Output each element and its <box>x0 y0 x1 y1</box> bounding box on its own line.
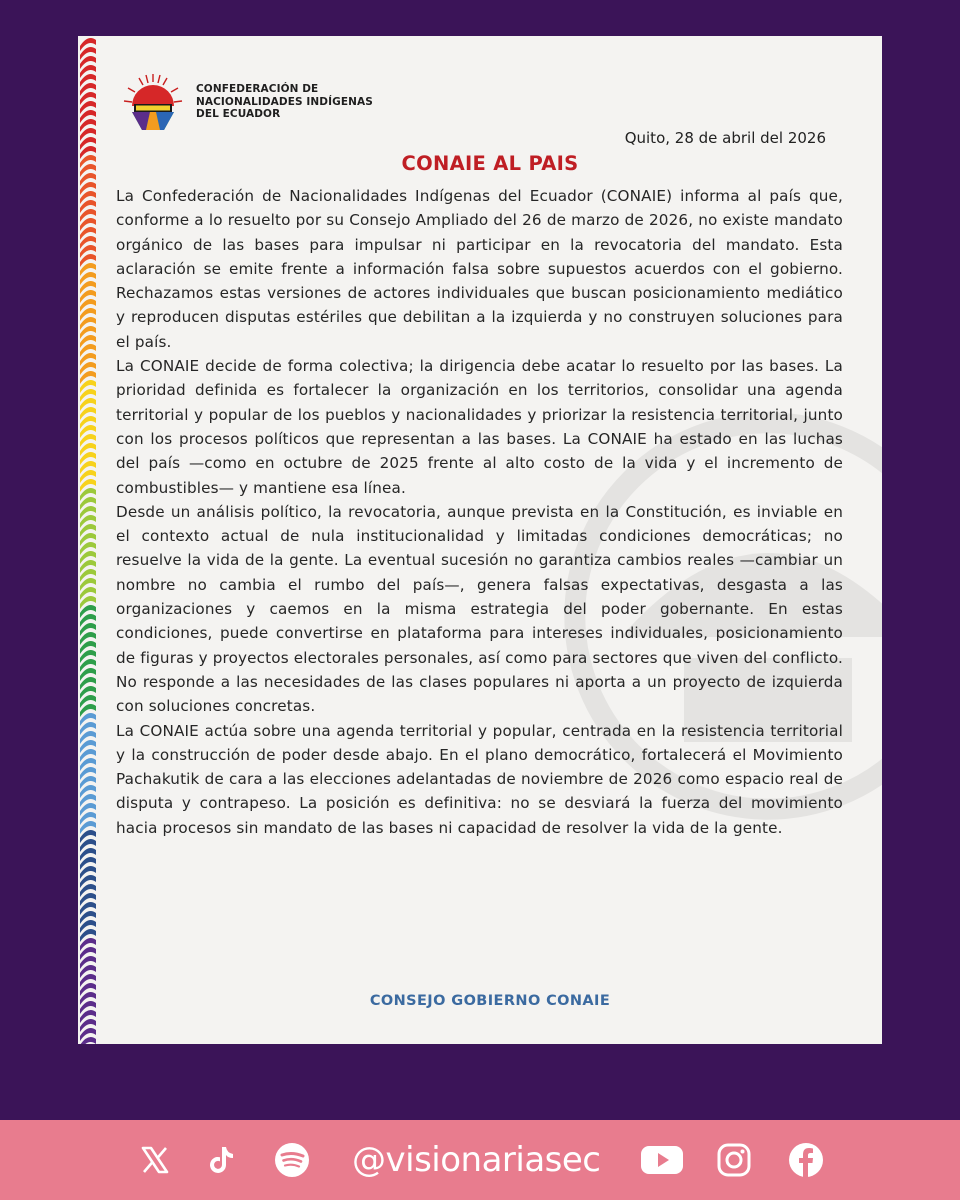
org-name-line-1: CONFEDERACIÓN DE <box>196 83 319 95</box>
instagram-icon[interactable] <box>714 1140 754 1180</box>
facebook-icon[interactable] <box>786 1140 826 1180</box>
org-name-line-3: DEL ECUADOR <box>196 108 281 120</box>
document-body <box>116 184 843 840</box>
paragraph-3: Desde un análisis político, la revocatoria, aunque prevista en la Constitución, es inviable en el contexto actual de nula institucionalidad y limitadas condiciones democráticas; no resuelve la vida de la gente. La eventual sucesión no garantiza cambios reales —cambiar un nombre no cambia el rumbo del país—, genera falsas expectativas, desgasta a las organizaciones y caemos en la misma estrategia del poder gobernante. En estas condiciones, puede convertirse en plataforma para intereses individuales, posicionamiento de figuras y proyectos electorales personales, así como para sectores que viven del conflicto. No responde a las necesidades de las clases populares ni aporta a un proyecto de izquierda con soluciones concretas. <box>116 502 843 716</box>
rainbow-stitch <box>80 1037 96 1044</box>
social-footer <box>0 1120 960 1200</box>
org-name-line-2: NACIONALIDADES INDÍGENAS <box>196 95 373 108</box>
tiktok-icon[interactable] <box>202 1140 242 1180</box>
social-handle[interactable]: @visionariasec <box>352 1140 601 1180</box>
paragraph-2: La CONAIE decide de forma colectiva; la dirigencia debe acatar lo resuelto por las bases. La prioridad definida es fortalecer la organización en los territorios, consolidar una agenda territorial y popular de los pueblos y nacionalidades y priorizar la resistencia territorial, junto con los procesos políticos que representan a las bases. La CONAIE ha estado en las luchas del país —como en octubre de 2025 frente al alto costo de la vida y el incremento de combustibles— y mantiene esa línea. <box>116 357 843 497</box>
document-page <box>78 36 882 1044</box>
paragraph-1: La Confederación de Nacionalidades Indígenas del Ecuador (CONAIE) informa al país que, conforme a lo resuelto por su Consejo Ampliado del 26 de marzo de 2026, no existe mandato orgánico de las bases para impulsar ni participar en la revocatoria del mandato. Esta aclaración se emite frente a información falsa sobre supuestos acuerdos con el gobierno. Rechazamos estas versiones de actores individuales que buscan posicionamiento mediático y reproducen disputas estériles que debilitan a la izquierda y no construyen soluciones para el país. <box>116 187 843 351</box>
document-date: Quito, 28 de abril del 2026 <box>624 129 826 147</box>
conaie-logo-icon <box>120 70 186 136</box>
youtube-icon[interactable] <box>640 1140 684 1180</box>
signature: CONSEJO GOBIERNO CONAIE <box>369 993 611 1009</box>
organization-name <box>196 83 373 121</box>
document-title: CONAIE AL PAIS <box>401 152 579 175</box>
rainbow-border <box>78 36 98 1044</box>
x-icon[interactable] <box>135 1140 175 1180</box>
paragraph-4: La CONAIE actúa sobre una agenda territorial y popular, centrada en la resistencia territorial y la construcción de poder desde abajo. En el plano democrático, fortalecerá el Movimiento Pachakutik de cara a las elecciones adelantadas de noviembre de 2026 como espacio real de disputa y contrapeso. La posición es definitiva: no se desviará la fuerza del movimiento hacia procesos sin mandato de las bases ni capacidad de resolver la vida de la gente. <box>116 721 843 837</box>
spotify-icon[interactable] <box>272 1140 312 1180</box>
